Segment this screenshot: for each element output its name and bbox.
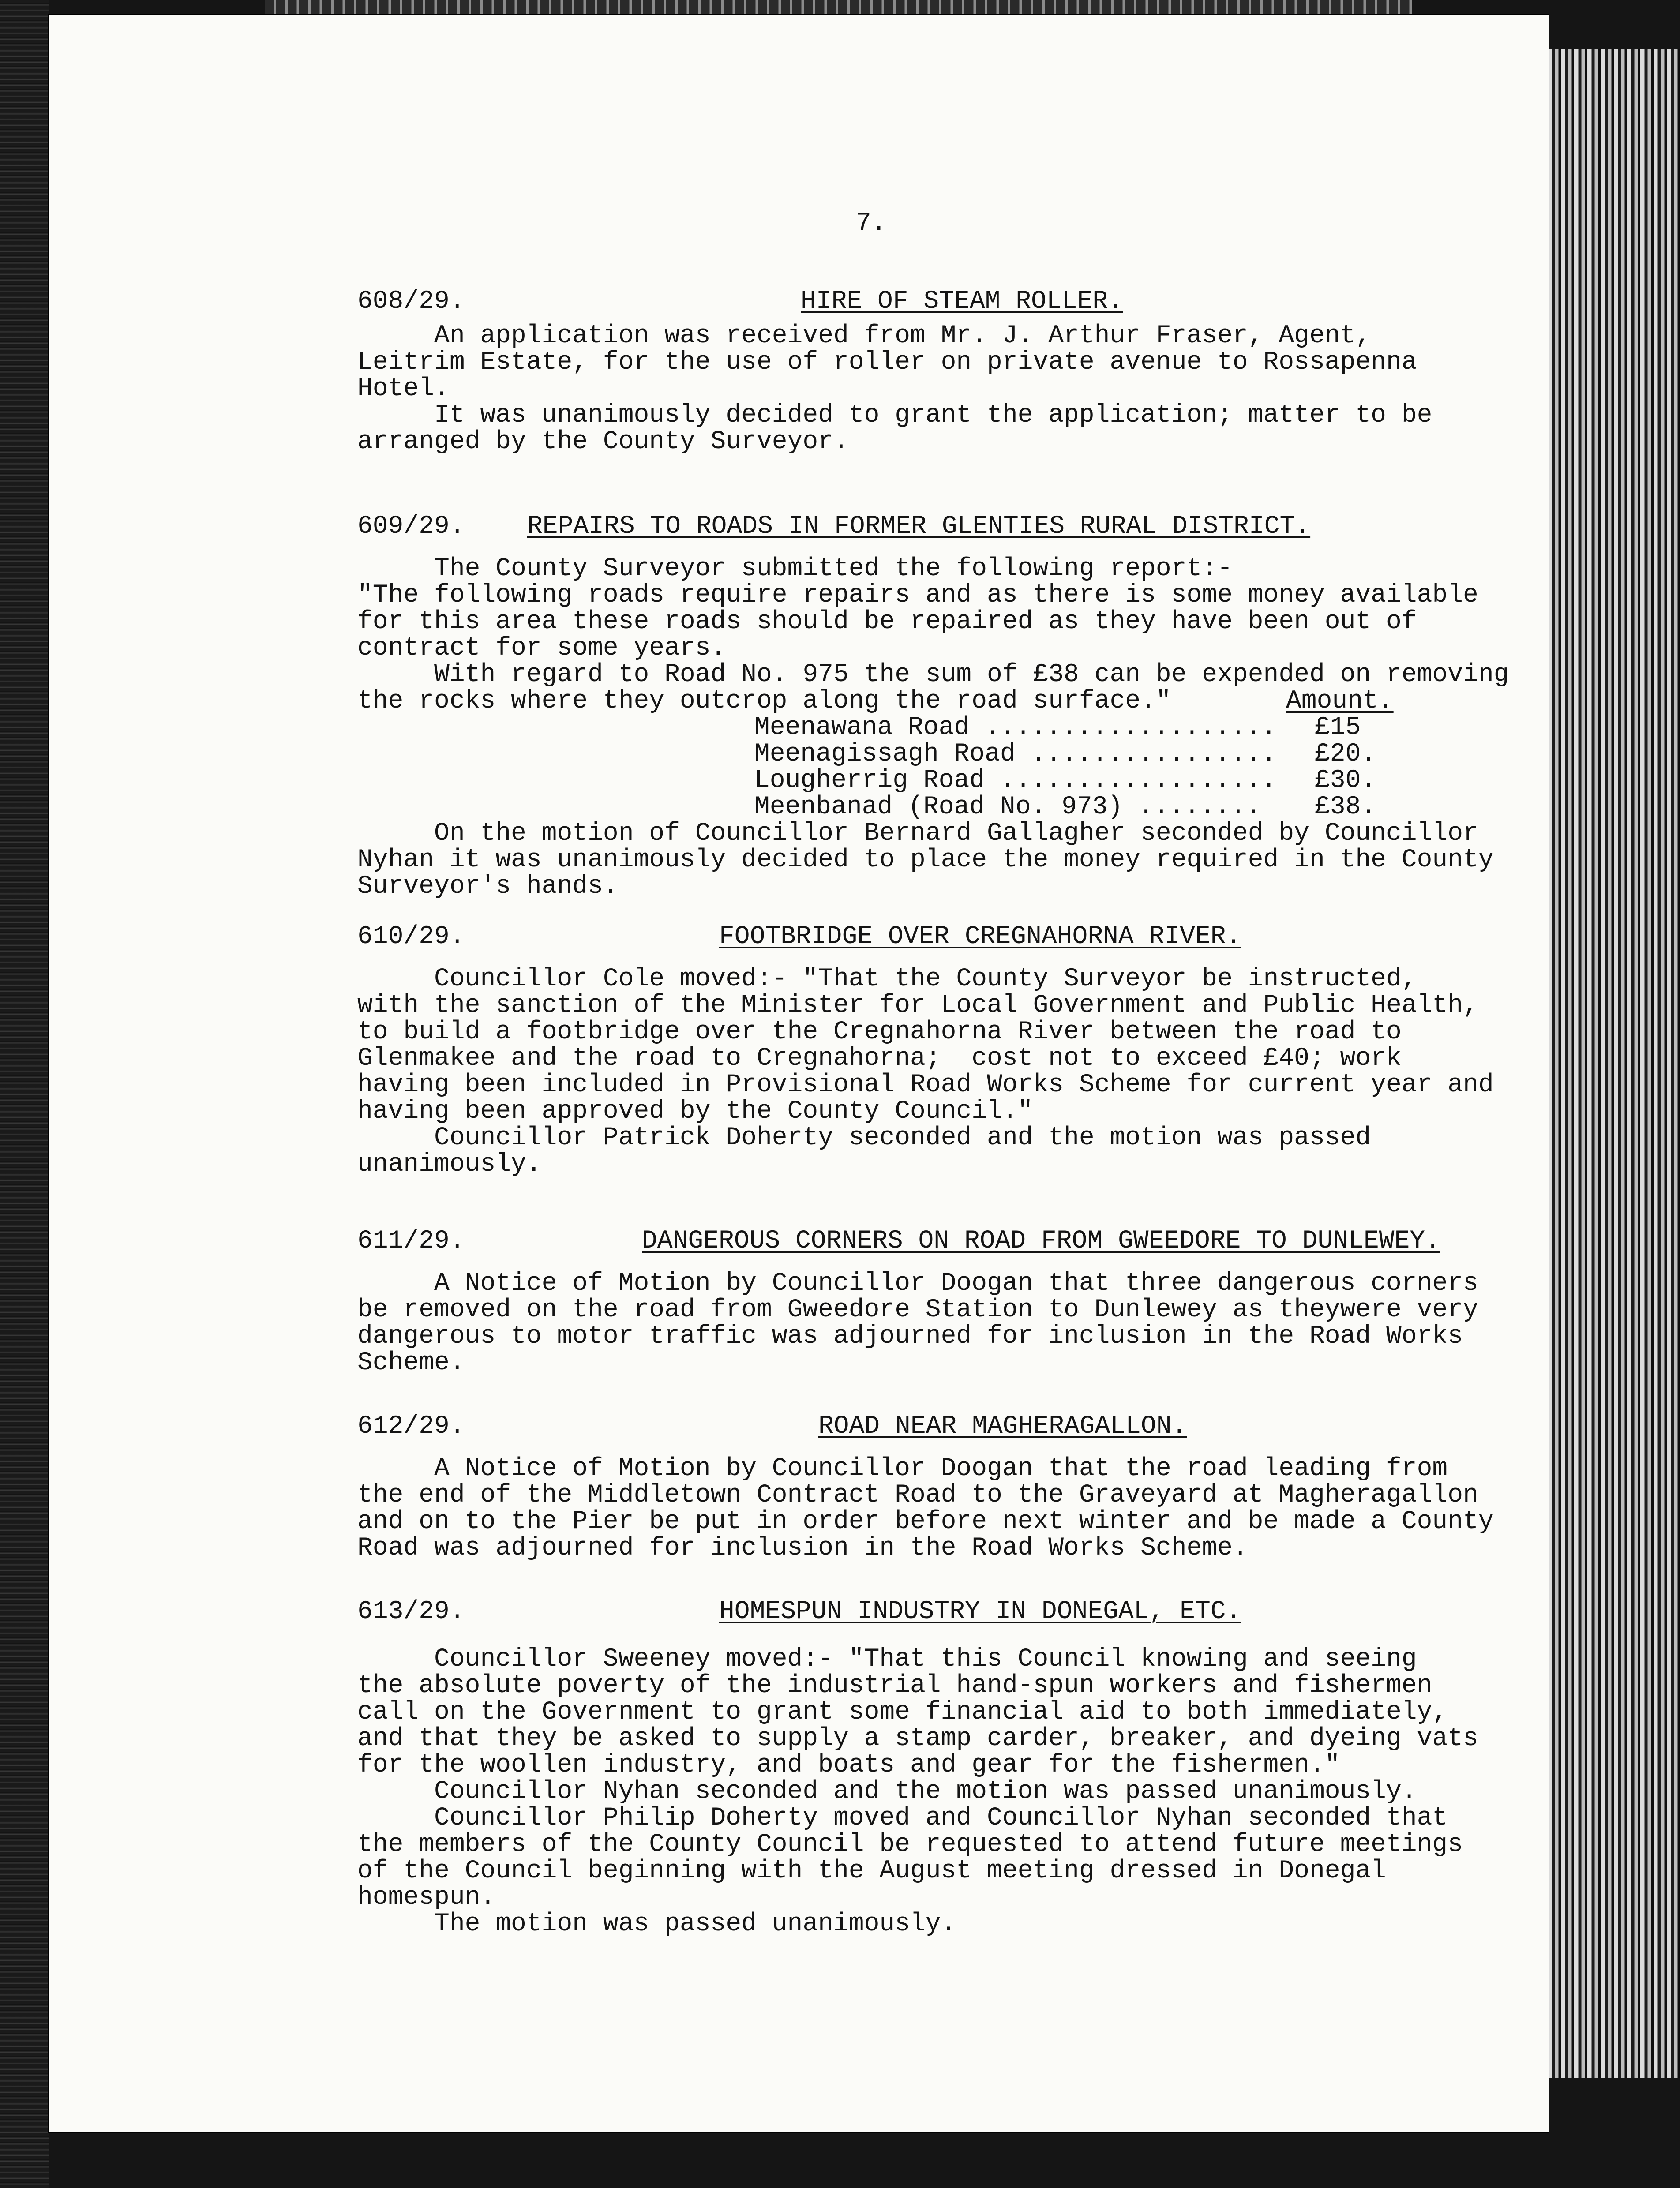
minute-body-line: Councillor Philip Doherty moved and Councillor Nyhan seconded that <box>357 1804 1448 1832</box>
minute-body-line: Nyhan it was unanimously decided to place the money required in the County <box>357 846 1494 874</box>
report-line: the rocks where they outcrop along the road surface." <box>357 687 1171 716</box>
minute-body-line: A Notice of Motion by Councillor Doogan that three dangerous corners <box>357 1269 1478 1298</box>
report-line: contract for some years. <box>357 634 726 663</box>
minute-body-line: dangerous to motor traffic was adjourned for inclusion in the Road Works <box>357 1322 1463 1351</box>
minute-number: 610/29. <box>357 922 465 951</box>
document-sheet <box>49 15 1549 2132</box>
road-item-amount: £38. <box>1315 793 1376 821</box>
report-line: "The following roads require repairs and as there is some money available <box>357 581 1478 610</box>
minute-body-line: be removed on the road from Gweedore Station to Dunlewey as theywere very <box>357 1296 1478 1324</box>
minute-heading: REPAIRS TO ROADS IN FORMER GLENTIES RURAL DISTRICT. <box>527 512 1311 541</box>
minute-number: 609/29. <box>357 512 465 541</box>
minute-body-line: An application was received from Mr. J. Arthur Fraser, Agent, <box>357 322 1371 350</box>
minute-body-line: of the Council beginning with the August meeting dressed in Donegal <box>357 1857 1386 1885</box>
minute-body-line: with the sanction of the Minister for Local Government and Public Health, <box>357 991 1478 1020</box>
road-item-name: Meenawana Road ................... <box>754 713 1277 742</box>
minute-heading: ROAD NEAR MAGHERAGALLON. <box>818 1412 1187 1441</box>
minute-heading: FOOTBRIDGE OVER CREGNAHORNA RIVER. <box>719 922 1241 951</box>
minute-body-line: Road was adjourned for inclusion in the Road Works Scheme. <box>357 1534 1248 1562</box>
minute-body-line: unanimously. <box>357 1150 542 1179</box>
minute-heading: HOMESPUN INDUSTRY IN DONEGAL, ETC. <box>719 1597 1241 1626</box>
minute-number: 608/29. <box>357 287 465 316</box>
minute-body-line: It was unanimously decided to grant the application; matter to be <box>357 401 1432 430</box>
minute-body-line: homespun. <box>357 1883 496 1912</box>
minute-body-line: the absolute poverty of the industrial hand-spun workers and fishermen <box>357 1671 1432 1700</box>
road-item-amount: £30. <box>1315 766 1376 795</box>
minute-body-line: Surveyor's hands. <box>357 872 619 901</box>
minute-body-line: Scheme. <box>357 1349 465 1377</box>
road-item-name: Meenagissagh Road ................ <box>754 740 1277 768</box>
report-line: The County Surveyor submitted the following report:- <box>357 554 1233 583</box>
minute-body-line: The motion was passed unanimously. <box>357 1910 956 1938</box>
minute-body-line: arranged by the County Surveyor. <box>357 427 849 456</box>
minute-body-line: Glenmakee and the road to Cregnahorna; cost not to exceed £40; work <box>357 1044 1402 1073</box>
minute-heading: HIRE OF STEAM ROLLER. <box>801 287 1123 316</box>
report-line: With regard to Road No. 975 the sum of £38 can be expended on removing <box>357 660 1509 689</box>
page-number: 7. <box>856 209 887 238</box>
amount-column-header: Amount. <box>1286 687 1394 716</box>
road-item-amount: £15 <box>1315 713 1361 742</box>
minute-body-line: Councillor Cole moved:- "That the County Surveyor be instructed, <box>357 965 1417 993</box>
minute-body-line: having been included in Provisional Road Works Scheme for current year and <box>357 1071 1494 1099</box>
minute-body-line: having been approved by the County Council." <box>357 1097 1033 1126</box>
minute-body-line: to build a footbridge over the Cregnahorna River between the road to <box>357 1018 1402 1046</box>
minute-body-line: Councillor Patrick Doherty seconded and the motion was passed <box>357 1124 1371 1152</box>
minute-body-line: Hotel. <box>357 375 450 403</box>
minute-body-line: Councillor Sweeney moved:- "That this Council knowing and seeing <box>357 1645 1417 1674</box>
minute-number: 613/29. <box>357 1597 465 1626</box>
minute-body-line: Leitrim Estate, for the use of roller on private avenue to Rossapenna <box>357 348 1417 377</box>
road-item-amount: £20. <box>1315 740 1376 768</box>
minute-body-line: call on the Government to grant some financial aid to both immediately, <box>357 1698 1448 1727</box>
minute-number: 611/29. <box>357 1227 465 1255</box>
minute-number: 612/29. <box>357 1412 465 1441</box>
minute-heading: DANGEROUS CORNERS ON ROAD FROM GWEEDORE TO DUNLEWEY. <box>642 1227 1440 1255</box>
road-item-name: Lougherrig Road .................. <box>754 766 1277 795</box>
minute-body-line: the members of the County Council be requested to attend future meetings <box>357 1830 1463 1859</box>
minute-body-line: and that they be asked to supply a stamp carder, breaker, and dyeing vats <box>357 1724 1478 1753</box>
minute-body-line: A Notice of Motion by Councillor Doogan that the road leading from <box>357 1454 1448 1483</box>
minute-body-line: the end of the Middletown Contract Road to the Graveyard at Magheragallon <box>357 1481 1478 1510</box>
road-item-name: Meenbanad (Road No. 973) ........ <box>754 793 1261 821</box>
minute-body-line: Councillor Nyhan seconded and the motion was passed unanimously. <box>357 1777 1417 1806</box>
scanner-left-edge <box>0 0 49 2188</box>
minute-body-line: On the motion of Councillor Bernard Gallagher seconded by Councillor <box>357 819 1478 848</box>
report-line: for this area these roads should be repaired as they have been out of <box>357 607 1417 636</box>
minute-body-line: for the woollen industry, and boats and gear for the fishermen." <box>357 1751 1340 1780</box>
minute-body-line: and on to the Pier be put in order before next winter and be made a County <box>357 1507 1494 1536</box>
page-stack-edge <box>1548 49 1680 2078</box>
